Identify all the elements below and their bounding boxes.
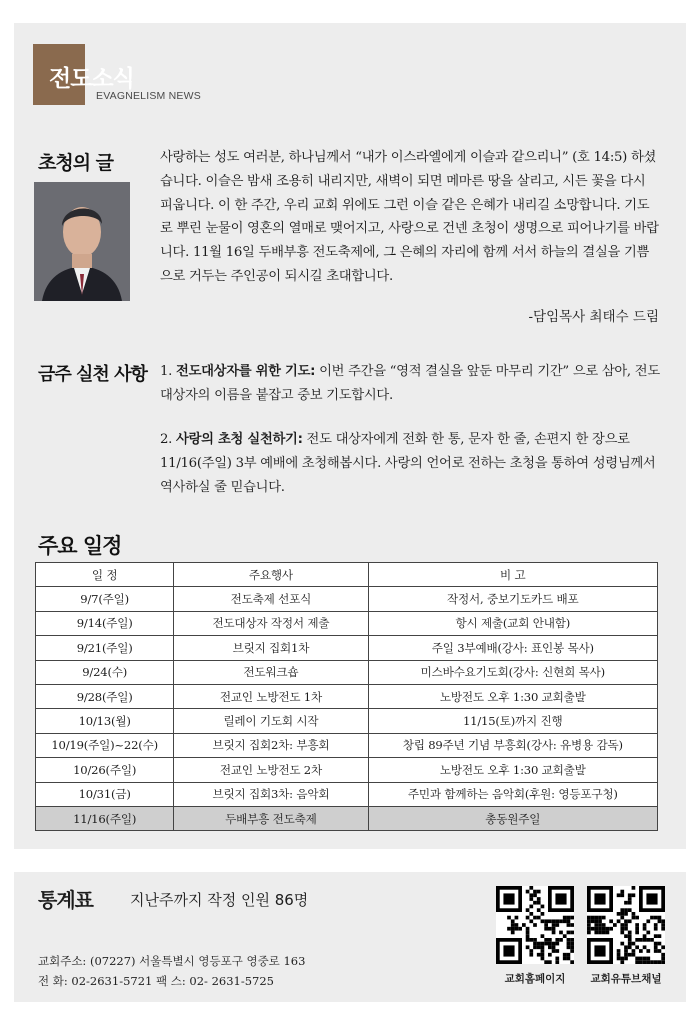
cell-note: 노방전도 오후 1:30 교회출발 xyxy=(368,758,657,782)
cell-note: 주일 3부예배(강사: 표인봉 목사) xyxy=(368,636,657,660)
church-phone: 전 화: 02-2631-5721 팩 스: 02- 2631-5725 xyxy=(38,974,274,988)
cell-event: 전도대상자 작정서 제출 xyxy=(174,611,368,635)
column-header-note: 비 고 xyxy=(368,563,657,587)
cell-date: 9/24(수) xyxy=(36,660,174,684)
qr-code-icon xyxy=(496,886,574,964)
stats-text: 지난주까지 작정 인원 86명 xyxy=(130,891,309,909)
cell-note: 미스바수요기도회(강사: 신현희 목사) xyxy=(368,660,657,684)
table-row xyxy=(36,758,658,782)
cell-date: 9/28(주일) xyxy=(36,684,174,708)
practice-item-text: 이번 주간을 “영적 결실을 앞둔 마무리 기간” 으로 삼아, 전도 대상자의 이름을 붙잡고 중보 기도합시다. xyxy=(160,364,660,403)
logo-subtitle: EVAGNELISM NEWS xyxy=(96,90,201,102)
youtube-qr-label: 교회유튜브채널 xyxy=(590,973,662,985)
homepage-qr-label: 교회홈페이지 xyxy=(504,973,566,985)
invitation-text: 사랑하는 성도 여러분, 하나님께서 “내가 이스라엘에게 이슬과 같으리니” (호 14:5) 하셨습니다. 이슬은 밤새 조용히 내리지만, 새벽이 되면 메마른 땅을 살리고, 시든 꽃을 다시 피웁니다. 이 한 주간, 우리 교회 위에도 그런 이슬 같은 은혜가 내리길 소망합니다. 기도로 뿌린 눈물이 영혼의 열매로 맺어지고, 사랑으로 건넨 초청이 생명으로 피어나기를 바랍니다. 11월 16일 두배부흥 전도축제에, 그 은혜의 자리에 함께 서서 하늘의 결실을 기쁨으로 거두는 주인공이 되시길 초대합니다. xyxy=(160,150,659,284)
cell-event: 전교인 노방전도 2차 xyxy=(174,758,368,782)
table-row xyxy=(36,587,658,611)
table-header-row xyxy=(36,563,658,587)
cell-note: 주민과 함께하는 음악회(후원: 영등포구청) xyxy=(368,782,657,806)
cell-event: 브릿지 집회3차: 음악회 xyxy=(174,782,368,806)
cell-date: 9/21(주일) xyxy=(36,636,174,660)
schedule-table xyxy=(35,562,658,831)
church-address: 교회주소: (07227) 서울특별시 영등포구 영중로 163 xyxy=(38,954,306,968)
practice-item-title: 사랑의 초청 실천하기: xyxy=(176,432,303,447)
table-row xyxy=(36,636,658,660)
qr-code-icon xyxy=(587,886,665,964)
cell-event: 전교인 노방전도 1차 xyxy=(174,684,368,708)
practice-item-title: 전도대상자를 위한 기도: xyxy=(176,364,316,379)
cell-note: 11/15(토)까지 진행 xyxy=(368,709,657,733)
cell-date: 11/16(주일) xyxy=(36,806,174,830)
schedule-heading: 주요 일정 xyxy=(38,534,122,558)
invitation-heading: 초청의 글 xyxy=(38,152,114,174)
practice-item-text: 전도 대상자에게 전화 한 통, 문자 한 줄, 손편지 한 장으로 11/16(주일) 3부 예배에 초청해봅시다. 사랑의 언어로 전하는 초청을 통하여 성령님께서 역사하실 줄 믿습니다. xyxy=(160,432,656,495)
practice-item-number: 2. xyxy=(160,432,173,447)
cell-date: 10/19(주일)~22(수) xyxy=(36,733,174,757)
table-row xyxy=(36,684,658,708)
column-header-date: 일 정 xyxy=(36,563,174,587)
pastor-photo xyxy=(34,182,130,301)
cell-date: 10/26(주일) xyxy=(36,758,174,782)
cell-event: 전도워크숍 xyxy=(174,660,368,684)
cell-event: 전도축제 선포식 xyxy=(174,587,368,611)
practice-item-number: 1. xyxy=(160,364,173,379)
cell-date: 10/31(금) xyxy=(36,782,174,806)
cell-event: 브릿지 집회2차: 부흥회 xyxy=(174,733,368,757)
pastor-portrait-image xyxy=(34,182,130,301)
cell-event: 릴레이 기도회 시작 xyxy=(174,709,368,733)
cell-note: 작정서, 중보기도카드 배포 xyxy=(368,587,657,611)
practice-item xyxy=(160,360,660,408)
table-row xyxy=(36,806,658,830)
column-header-event: 주요행사 xyxy=(174,563,368,587)
table-row xyxy=(36,733,658,757)
logo-title: 전도소식 xyxy=(49,66,134,92)
youtube-qr-code[interactable] xyxy=(587,886,665,964)
cell-event: 브릿지 집회1차 xyxy=(174,636,368,660)
cell-date: 10/13(월) xyxy=(36,709,174,733)
table-row xyxy=(36,660,658,684)
pastor-signature: -담임목사 최태수 드림 xyxy=(528,309,659,325)
stats-heading: 통계표 xyxy=(38,888,93,912)
homepage-qr-code[interactable] xyxy=(496,886,574,964)
practice-item xyxy=(160,428,660,500)
practice-heading: 금주 실천 사항 xyxy=(38,364,147,385)
cell-date: 9/14(주일) xyxy=(36,611,174,635)
cell-event: 두배부흥 전도축제 xyxy=(174,806,368,830)
cell-note: 창립 89주년 기념 부흥회(강사: 유병용 감독) xyxy=(368,733,657,757)
cell-date: 9/7(주일) xyxy=(36,587,174,611)
cell-note: 항시 제출(교회 안내함) xyxy=(368,611,657,635)
cell-note: 노방전도 오후 1:30 교회출발 xyxy=(368,684,657,708)
table-row xyxy=(36,709,658,733)
table-row xyxy=(36,611,658,635)
cell-note: 총동원주일 xyxy=(368,806,657,830)
table-row xyxy=(36,782,658,806)
